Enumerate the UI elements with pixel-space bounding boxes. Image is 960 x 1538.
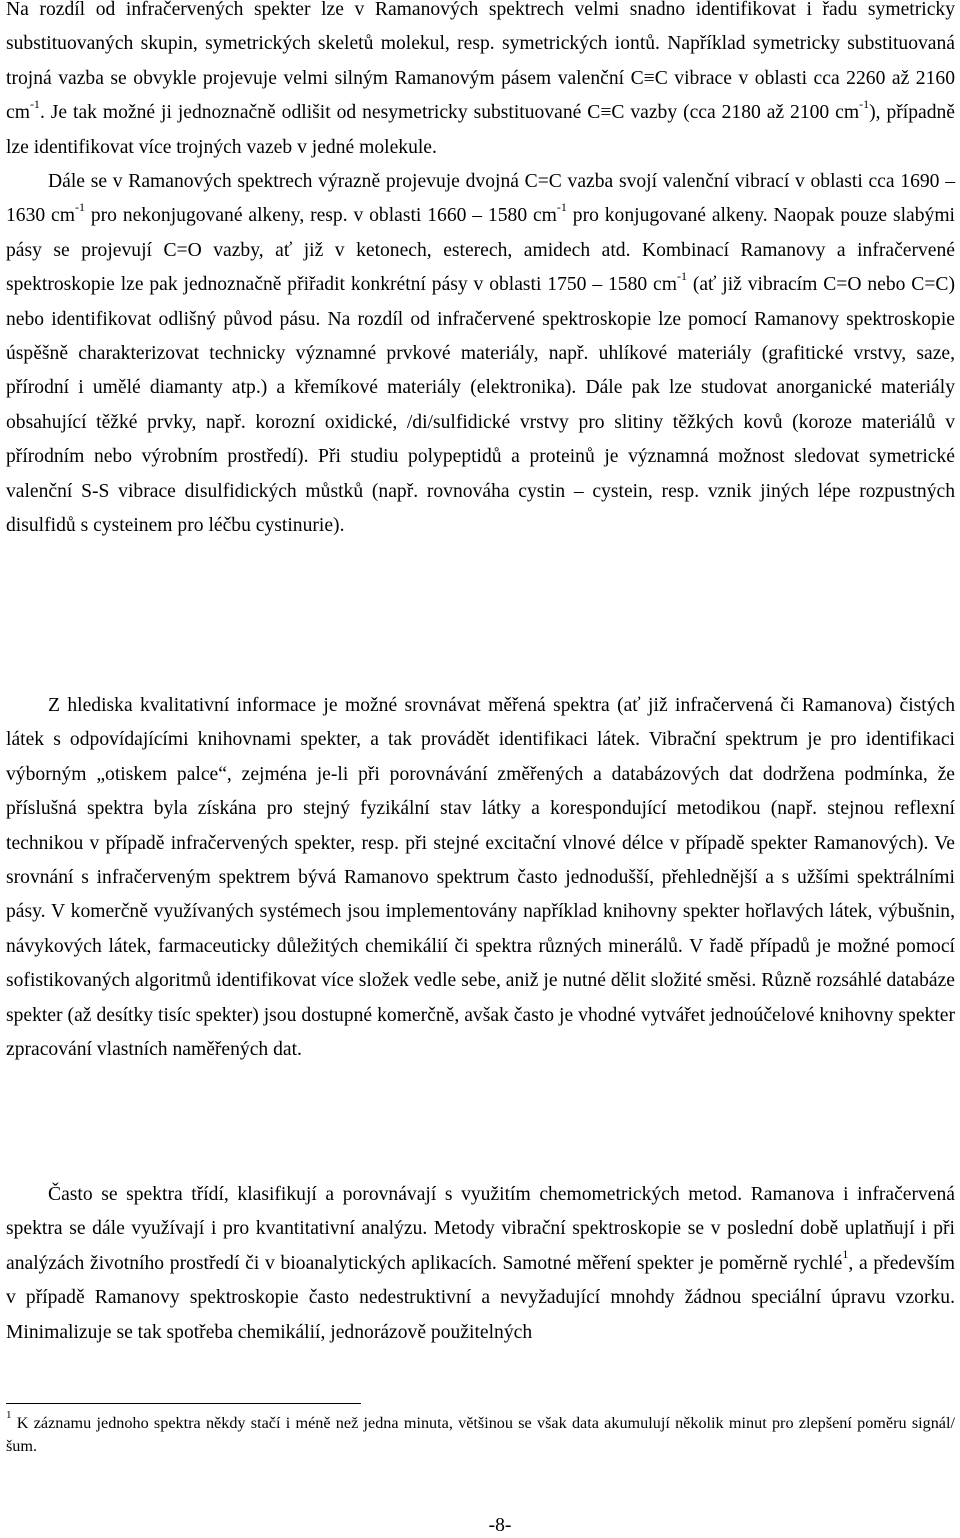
paragraph-qualitative-information: Z hlediska kvalitativní informace je možné srovnávat měřená spektra (ať již infračervená či Ramanova) čistých látek s odpovídajícími knihovnami spekter, a tak provádět identifikaci látek. Vibrační spektrum je pro identifikaci výborným „otiskem palce“, zejména je-li při porovnávání změřených a databázových dat dodržena podmínka, že příslušná spektra byla získána pro stejný fyzikální stav látky a korespondující metodikou (např. stejnou reflexní technikou v případě infračervených spekter, resp. při stejné excitační vlnové délce v případě spekter Ramanových). Ve srovnání s infračerveným spektrem bývá Ramanovo spektrum často jednodušší, přehlednější a s užšími spektrálními pásy. V komerčně využívaných systémech jsou implementovány například knihovny spekter hořlavých látek, výbušnin, návykových látek, farmaceuticky důležitých chemikálií či spektra různých minerálů. V řadě případů je možné pomocí sofistikovaných algoritmů identifikovat více složek vedle sebe, aniž je nutné dělit složité směsi. Různě rozsáhlé databáze spekter (až desítky tisíc spekter) jsou dostupné komerčně, avšak často je vhodné vytvářet jednoúčelové knihovny spekter zpracování vlastních naměřených dat. bbox=[6, 695, 955, 1061]
superscript: -1 bbox=[676, 268, 687, 283]
text-span: pro konjugované alkeny. Naopak pouze slabými pásy se projevují C=O vazby, ať již v ketonech, esterech, amidech atd. Kombinací Ramanovy a infračervené spektroskopie lze pak jednoznačně přiřadit konkrétní pásy v oblasti 1750 – 1580 cm bbox=[6, 205, 955, 296]
text-span: , a především v případě Ramanovy spektroskopie často nedestruktivní a nevyžadující mnohdy žádnou speciální úpravu vzorku. Minimalizuje se tak spotřeba chemikálií, jednorázově použitelných bbox=[6, 1252, 955, 1343]
footnote-marker: 1 bbox=[6, 1408, 12, 1421]
text-span: Často se spektra třídí, klasifikují a porovnávají s využitím chemometrických metod. Ramanova i infračervená spektra se dále využívají i pro kvantitativní analýzu. Metody vibrační spektroskopie se v poslední době uplatňují i při analýzách životního prostředí či v bioanalytických aplikacích. Samotné měření spekter je poměrně rychlé bbox=[6, 1184, 955, 1274]
footnote-reference[interactable]: 1 bbox=[842, 1247, 849, 1262]
text-span: Dále se v Ramanových spektrech výrazně projevuje dvojná C=C vazba svojí valenční vibrací v oblasti cca 1690 – 1630 cm bbox=[6, 171, 955, 227]
superscript: -1 bbox=[29, 96, 40, 111]
text-span: (ať již vibracím C=O nebo C=C) nebo identifikovat odlišný původ pásu. Na rozdíl od infračervené spektroskopie lze pomocí Ramanovy spektroskopie úspěšně charakterizovat technicky významné prvkové materiály, např. uhlíkové materiály (grafitické vrstvy, saze, přírodní i umělé diamanty atp.) a křemíkové materiály (elektronika). Dále pak lze studovat anorganické materiály obsahující těžké prvky, např. korozní oxidické, /di/sulfidické vrstvy pro slitiny těžkých kovů (koroze materiálů v přírodním nebo výrobním prostředí). Při studiu polypeptidů a proteinů je významná možnost sledovat symetrické valenční S-S vibrace disulfidických můstků (např. rovnováha cystin – cystein, resp. vznik jiných lépe rozpustných disulfidů s cysteinem pro léčbu cystinurie). bbox=[6, 274, 956, 537]
footnote bbox=[6, 1408, 955, 1458]
footnote-separator bbox=[6, 1403, 361, 1404]
page-number: -8- bbox=[488, 1515, 512, 1536]
paragraph-chemometric-methods bbox=[6, 1178, 955, 1350]
paragraph-raman-symmetric-groups bbox=[6, 0, 955, 544]
superscript: -1 bbox=[74, 199, 85, 214]
text-span: . Je tak možné ji jednoznačně odlišit od nesymetricky substituované C≡C vazby (cca 2180 až 2100 cm bbox=[39, 102, 860, 124]
footnote-text: K záznamu jednoho spektra někdy stačí i méně než jedna minuta, většinou se však data akumulují několik minut pro zlepšení poměru signál/šum. bbox=[6, 1414, 955, 1455]
text-span: Na rozdíl od infračervených spekter lze v Ramanových spektrech velmi snadno identifikovat i řadu symetricky substituovaných skupin, symetrických skeletů molekul, resp. symetrických iontů. Například symetricky substituovaná trojná vazba se obvykle projevuje velmi silným Ramanovým pásem valenční C≡C vibrace v oblasti cca 2260 až 2160 cm bbox=[6, 0, 955, 124]
superscript: -1 bbox=[859, 96, 870, 111]
text-span: ), případně lze identifikovat více trojných vazeb v jedné molekule. bbox=[6, 102, 955, 158]
superscript: -1 bbox=[556, 199, 567, 214]
text-span: pro nekonjugované alkeny, resp. v oblasti 1660 – 1580 cm bbox=[84, 205, 557, 227]
